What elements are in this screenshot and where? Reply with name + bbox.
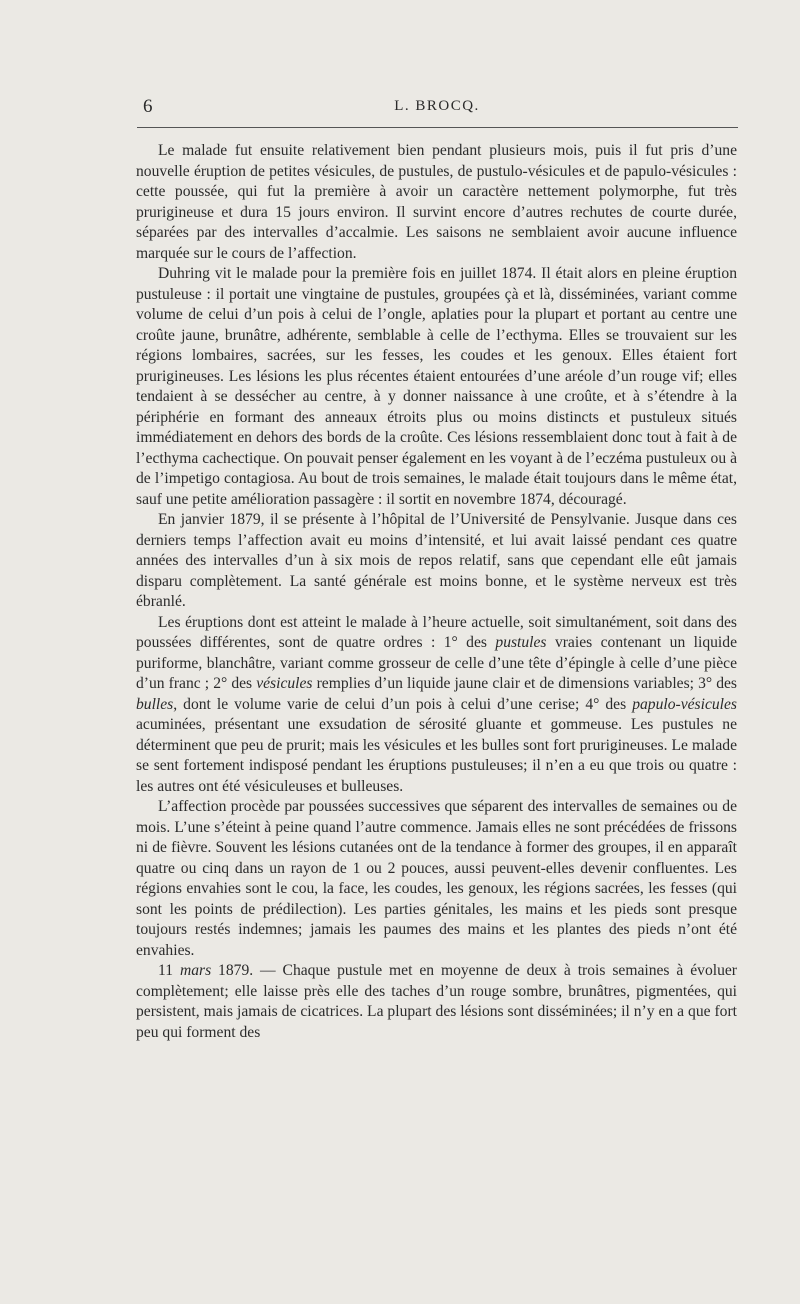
italic-term: mars	[179, 962, 212, 979]
italic-term: bulles	[136, 695, 174, 713]
text-run: Le malade fut ensuite relativement bien pendant plusieurs mois, puis il fut pris d’une nouvelle éruption de petites vésicules, de pustules, de pustulo-vésicules et de papulo-vésicules : cette poussée, qui fut la première à avoir un caractère nettement polymorphe, fut très prurigineuse et dura 15 jours environ. Il survint encore d’autres rechutes de courte durée, séparées par des intervalles d’accalmie. Les saisons ne semblaient avoir aucune influence marquée sur le cours de l’affection.	[136, 142, 737, 262]
page-number: 6	[143, 96, 153, 117]
text-run: L’affection procède par poussées successives que séparent des intervalles de semaines ou de mois. L’une s’éteint à peine quand l’autre commence. Jamais elles ne sont précédées de frissons ni de fièvre. Souvent les lésions cutanées ont de la tendance à former des groupes, il en apparaît quatre ou cinq dans un rayon de 1 ou 2 pouces, aussi peuvent-elles devenir confluentes. Les régions envahies sont le cou, la face, les coudes, les genoux, les régions sacrées, les fesses (qui sont les points de prédilection). Les parties génitales, les mains et les pieds sont presque toujours restés indemnes; jamais les paumes des mains et les plantes des pieds n’ont été envahies.	[136, 798, 737, 959]
italic-term: vésicules	[256, 675, 313, 692]
page-header	[137, 96, 737, 120]
paragraph	[136, 141, 737, 264]
italic-term: papulo-vésicules	[632, 695, 737, 713]
text-run: vraies contenant un liquide puriforme, blanchâtre, variant comme grosseur de celle d’une tête d’épingle à celle d’une pièce d’un franc ; 2° des	[136, 634, 737, 692]
paragraph	[136, 264, 737, 510]
text-run: acuminées, présentant une exsudation de sérosité gluante et gommeuse. Les pustules ne déterminent que peu de prurit; mais les vésicules et les bulles sont fort prurigineuses. Le malade se sent fortement indisposé pendant les éruptions pustuleuses; il n’en a eu que trois ou quatre : les autres ont été vésiculeuses et bulleuses.	[136, 716, 737, 795]
text-run: En janvier 1879, il se présente à l’hôpital de l’Université de Pensylvanie. Jusque dans ces derniers temps l’affection avait eu moins d’intensité, et lui avait laissé pendant ces quatre années des intervalles d’un à six mois de repos relatif, sans que cependant elle eût jamais disparu complètement. La santé générale est moins bonne, et le système nerveux est très ébranlé.	[136, 511, 737, 610]
paragraph	[136, 797, 737, 961]
text-run: 11	[158, 962, 180, 979]
paragraph	[136, 613, 737, 798]
text-run: remplies d’un liquide jaune clair et de dimensions variables; 3° des	[312, 675, 737, 692]
paragraph	[136, 510, 737, 613]
text-run: 1879. — Chaque pustule met en moyenne de deux à trois semaines à évoluer complètement; elle laisse près elle des taches d’un rouge sombre, brunâtres, pigmentées, qui persistent, mais jamais de cicatrices. La plupart des lésions sont disséminées; il n’y en a que fort peu qui forment des	[136, 962, 737, 1041]
text-run: , dont le volume varie de celui d’un pois à celui d’une cerise; 4° des	[173, 695, 633, 713]
running-head: L. BROCQ.	[394, 98, 480, 114]
body-text	[136, 141, 737, 1043]
paragraph	[136, 961, 737, 1043]
text-run: Les éruptions dont est atteint le malade à l’heure actuelle, soit simultanément, soit dans des poussées différentes, sont de quatre ordres : 1° des	[136, 613, 737, 651]
text-run: Duhring vit le malade pour la première fois en juillet 1874. Il était alors en pleine éruption pustuleuse : il portait une vingtaine de pustules, groupées çà et là, disséminées, variant comme volume de celui d’un pois à celui de l’ongle, aplaties pour la plupart et portant au centre une croûte jaune, brunâtre, adhérente, semblable à celle de l’ecthyma. Elles se trouvaient sur les régions lombaires, sacrées, sur les fesses, les coudes et les genoux. Elles étaient fort prurigineuses. Les lésions les plus récentes étaient entourées d’une aréole d’un rouge vif; elles tendaient à se dessécher au centre, à y donner naissance à une croûte, et à s’étendre à la périphérie en formant des anneaux étroits plus ou moins distincts et pustuleux situés immédiatement en dehors des bords de la croûte. Ces lésions ressemblaient donc tout à fait à de l’ecthyma cachectique. On pouvait penser également en les voyant à de l’eczéma pustuleux ou à de l’impetigo contagiosa. Au bout de trois semaines, le malade était toujours dans le même état, sauf une petite amélioration passagère : il sortit en novembre 1874, découragé.	[136, 265, 737, 508]
italic-term: pustules	[495, 634, 547, 651]
header-rule	[137, 127, 738, 128]
